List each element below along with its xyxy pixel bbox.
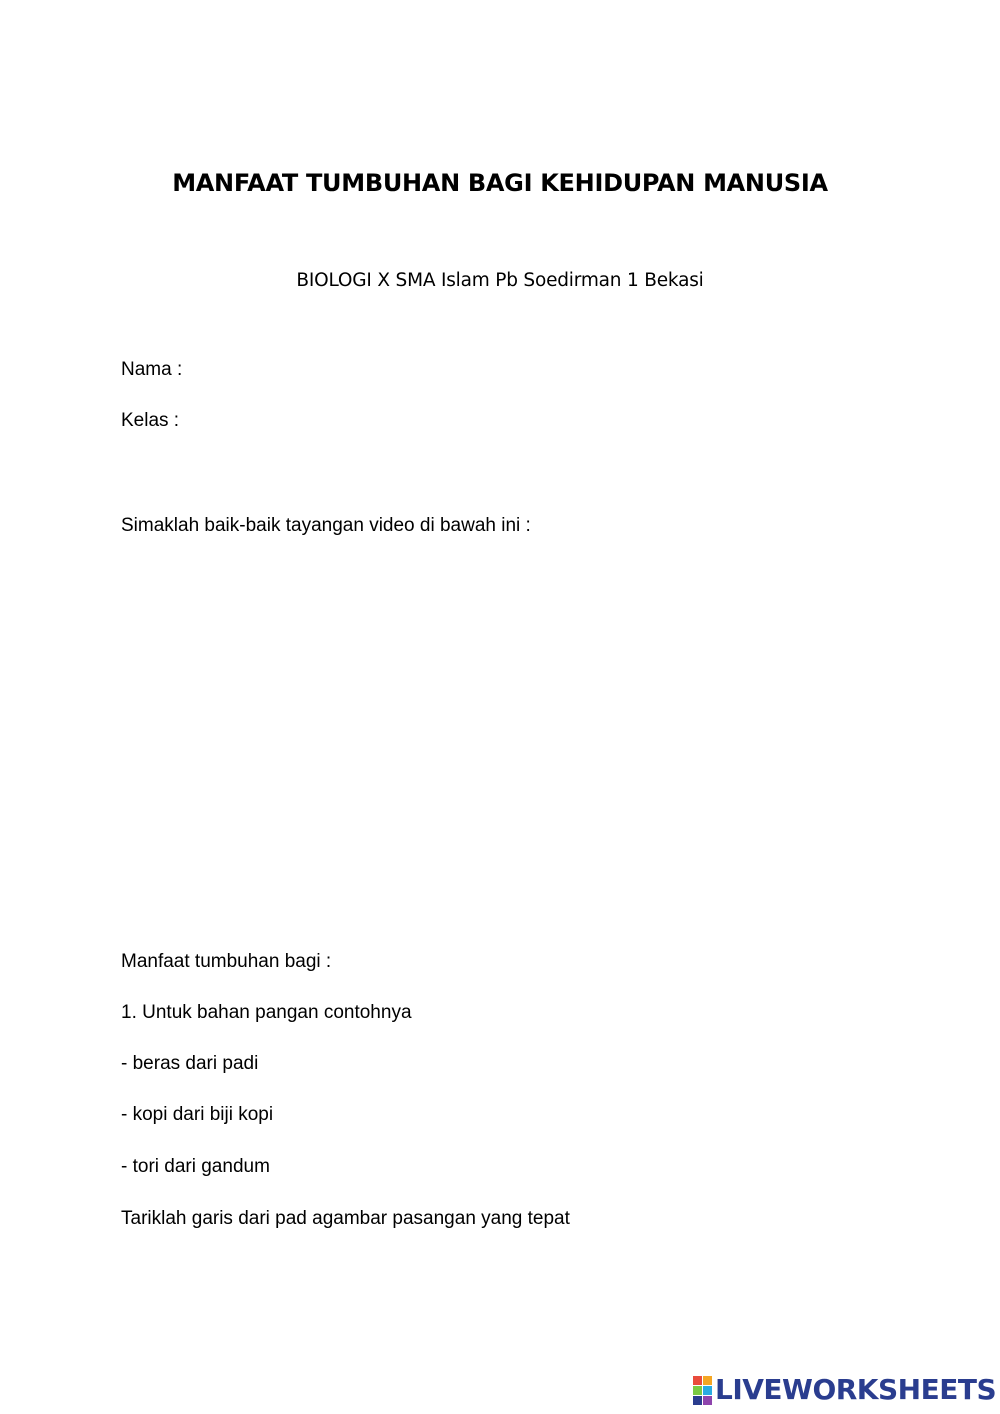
page-subtitle: BIOLOGI X SMA Islam Pb Soedirman 1 Bekasi [296,270,704,291]
logo-tile [703,1376,712,1385]
liveworksheets-logo [693,1374,996,1406]
logo-text: LIVEWORKSHEETS [715,1373,997,1406]
matching-instruction: Tariklah garis dari pad agambar pasangan yang tepat [121,1208,570,1229]
logo-tile [693,1386,702,1395]
logo-tile [693,1396,702,1405]
logo-tiles-icon [693,1376,712,1405]
section-heading: Manfaat tumbuhan bagi : [121,951,332,972]
list-item: - tori dari gandum [121,1156,270,1177]
logo-tile [693,1376,702,1385]
logo-tile [703,1396,712,1405]
list-item: - beras dari padi [121,1053,259,1074]
page-title: MANFAAT TUMBUHAN BAGI KEHIDUPAN MANUSIA [172,169,828,197]
nama-label: Nama : [121,359,183,380]
list-item: - kopi dari biji kopi [121,1104,274,1125]
kelas-label: Kelas : [121,410,180,431]
list-item: 1. Untuk bahan pangan contohnya [121,1002,412,1023]
video-area[interactable] [121,560,881,920]
logo-tile [703,1386,712,1395]
video-instruction: Simaklah baik-baik tayangan video di bawah ini : [121,515,531,536]
